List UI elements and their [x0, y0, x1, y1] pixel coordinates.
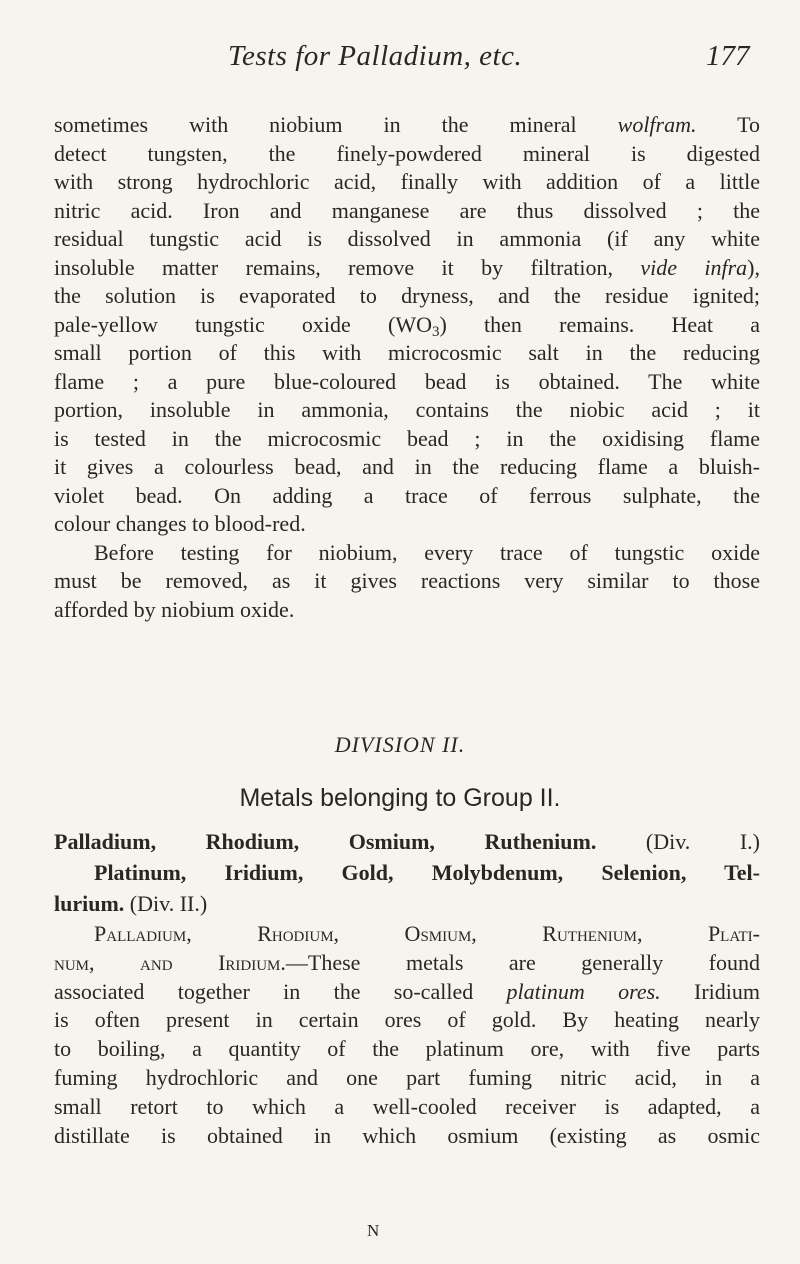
text-line: afforded by niobium oxide. [54, 596, 295, 622]
text-line: sometimes with niobium in the mineral wolfram. To [54, 112, 760, 137]
paragraph-tungsten [54, 111, 760, 624]
group-line: Platinum, Iridium, Gold, Molybdenum, Selenion, Tel- [94, 860, 760, 885]
text-line: small portion of this with microcosmic salt in the reducing [54, 340, 760, 365]
running-title: Tests for Palladium, etc. [228, 40, 523, 72]
text-line: portion, insoluble in ammonia, contains the niobic acid ; it [54, 397, 760, 422]
text-line: Palladium, Rhodium, Osmium, Ruthenium, Plati- [94, 921, 760, 946]
text-line: fuming hydrochloric and one part fuming nitric acid, in a [54, 1064, 760, 1090]
text-line: flame ; a pure blue-coloured bead is obtained. The white [54, 368, 760, 394]
text-line: is tested in the microcosmic bead ; in the oxidising flame [54, 425, 760, 451]
text-line: Before testing for niobium, every trace of tungstic oxide [94, 539, 760, 565]
page-number: 177 [706, 40, 750, 72]
paragraph-platinum-metals [54, 920, 760, 1150]
text-line: residual tungstic acid is dissolved in ammonia (if any white [54, 226, 760, 251]
text-line: colour changes to blood-red. [54, 511, 306, 536]
signature-mark: N [367, 1221, 380, 1240]
text-line: distillate is obtained in which osmium (existing as osmic [54, 1122, 760, 1148]
text-line: small retort to which a well-cooled receiver is adapted, a [54, 1093, 760, 1119]
text-line: is often present in certain ores of gold. By heating nearly [54, 1007, 760, 1033]
text-line: associated together in the so-called platinum ores. Iridium [54, 978, 761, 1004]
text-line: insoluble matter remains, remove it by filtration, vide infra), [54, 254, 760, 280]
text-line: it gives a colourless bead, and in the reducing flame a bluish- [54, 454, 760, 479]
group-line: lurium. (Div. II.) [54, 891, 208, 916]
text-line: violet bead. On adding a trace of ferrous sulphate, the [54, 482, 760, 508]
metal-groups [54, 826, 760, 919]
text-line: detect tungsten, the finely-powdered mineral is digested [54, 140, 760, 166]
text-line: pale-yellow tungstic oxide $(WO_3)$ then remains. Heat a [54, 311, 760, 340]
division-heading: DIVISION II. [334, 732, 466, 757]
text-line: must be removed, as it gives reactions very similar to those [54, 568, 760, 593]
group-line: Palladium, Rhodium, Osmium, Ruthenium. (Div. I.) [54, 829, 760, 854]
running-head [0, 40, 800, 80]
text-line: the solution is evaporated to dryness, and the residue ignited; [54, 283, 760, 308]
text-line: with strong hydrochloric acid, finally with addition of a little [54, 169, 760, 194]
text-line: to boiling, a quantity of the platinum ore, with five parts [54, 1036, 760, 1062]
text-line: nitric acid. Iron and manganese are thus dissolved ; the [54, 197, 760, 223]
text-line: num, and Iridium.—These metals are generally found [54, 949, 760, 975]
section-heading: Metals belonging to Group II. [239, 784, 561, 812]
